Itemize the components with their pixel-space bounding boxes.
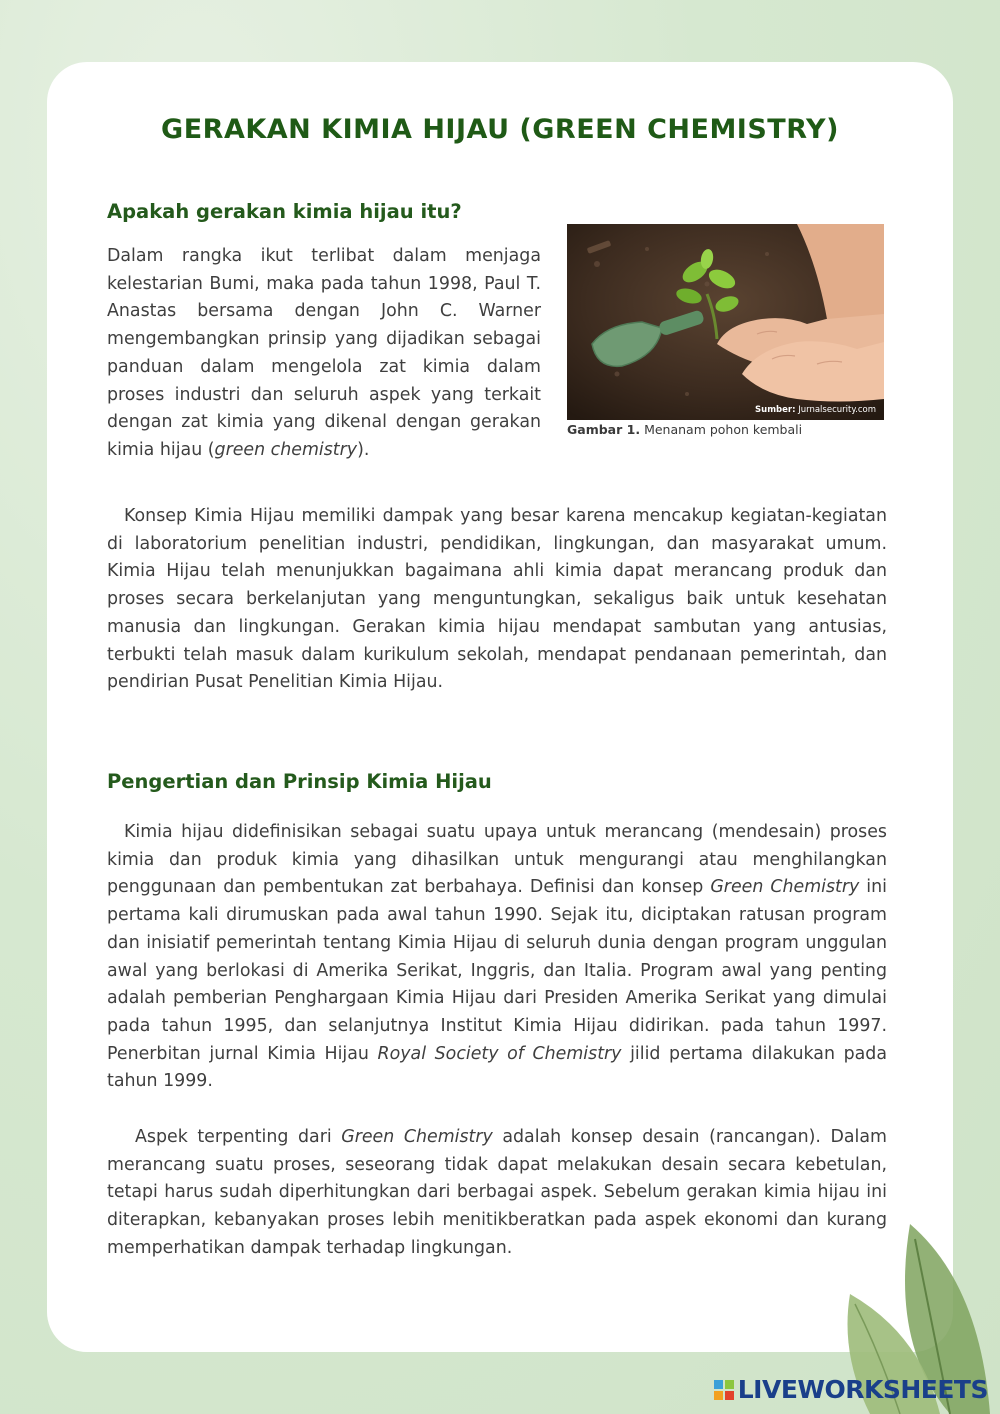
intro-text: Dalam rangka ikut terlibat dalam menjaga kelestarian Bumi, maka pada tahun 1998, Paul T. Anastas bersama dengan John C. Warner mengembangkan prinsip yang dijadikan sebagai panduan dalam mengelola zat kimia dalam proses industri dan seluruh aspek yang terkait dengan zat kimia yang dikenal dengan gerakan kimia hijau ( — [107, 246, 541, 460]
p2-part-c: adalah konsep desain (rancangan). Dalam merancang suatu proses, seseorang tidak dapat melakukan desain secara kebetulan, tetapi harus sudah diperhitungkan dari berbagai aspek. Sebelum gerakan kimia hijau ini diterapkan, kebanyakan proses lebih menitikberatkan pada aspek ekonomi dan kurang memperhatikan dampak terhadap lingkungan. — [107, 1127, 887, 1258]
p1-part-e: jilid pertama dilakukan pada tahun 1999. — [107, 1043, 887, 1092]
p2-italic-green-chemistry: Green Chemistry — [341, 1127, 493, 1147]
section1-intro-paragraph — [107, 243, 541, 465]
intro-italic: green chemistry — [214, 439, 358, 460]
p1-italic-rsc: Royal Society of Chemistry — [377, 1043, 622, 1064]
brand-name: LIVEWORKSHEETS — [737, 1375, 988, 1404]
planting-photo — [567, 224, 884, 420]
page-title: GERAKAN KIMIA HIJAU (GREEN CHEMISTRY) — [161, 114, 839, 145]
caption-label: Gambar 1. — [567, 422, 641, 437]
source-text: Jurnalsecurity.com — [798, 405, 876, 415]
p2-part-a: Aspek terpenting dari — [135, 1127, 342, 1147]
p1-italic-green-chemistry: Green Chemistry — [710, 877, 860, 898]
section2-paragraph-1 — [107, 819, 887, 1096]
brand-logo-icon — [714, 1380, 734, 1400]
section1-heading: Apakah gerakan kimia hijau itu? — [107, 200, 462, 223]
figure-caption — [567, 422, 802, 437]
brand-watermark — [714, 1375, 988, 1404]
source-label: Sumber: — [755, 405, 796, 415]
photo-source — [755, 405, 876, 415]
p1-part-c: ini pertama kali dirumuskan pada awal tahun 1990. Sejak itu, diciptakan ratusan program dan inisiatif pemerintah tentang Kimia Hijau di seluruh dunia dengan program unggulan awal yang berlokasi di Amerika Serikat, Inggris, dan Italia. Program awal yang penting adalah pemberian Penghargaan Kimia Hijau dari Presiden Amerika Serikat yang dimulai pada tahun 1995, dan selanjutnya Institut Kimia Hijau didirikan. pada tahun 1997. Penerbitan jurnal Kimia Hijau — [107, 877, 887, 1064]
planting-illustration — [567, 224, 884, 420]
section1-paragraph-2: Konsep Kimia Hijau memiliki dampak yang besar karena mencakup kegiatan-kegiatan di laboratorium penelitian industri, pendidikan, lingkungan, dan masyarakat umum. Kimia Hijau telah menunjukkan bagaimana ahli kimia dapat merancang produk dan proses secara berkelanjutan yang menguntungkan, sekaligus baik untuk kesehatan manusia dan lingkungan. Gerakan kimia hijau mendapat sambutan yang antusias, terbukti telah masuk dalam kurikulum sekolah, mendapat pendanaan pemerintah, dan pendirian Pusat Penelitian Kimia Hijau. — [107, 506, 887, 693]
intro-end: ). — [357, 439, 370, 460]
caption-text: Menanam pohon kembali — [644, 422, 803, 437]
section2-heading: Pengertian dan Prinsip Kimia Hijau — [107, 770, 492, 793]
p1-part-a: Kimia hijau didefinisikan sebagai suatu upaya untuk merancang (mendesain) proses kimia dan produk kimia yang dihasilkan untuk mengurangi atau menghilangkan penggunaan dan pembentukan zat berbahaya. Definisi dan konsep — [107, 822, 887, 898]
section2-paragraph-2 — [107, 1124, 887, 1263]
